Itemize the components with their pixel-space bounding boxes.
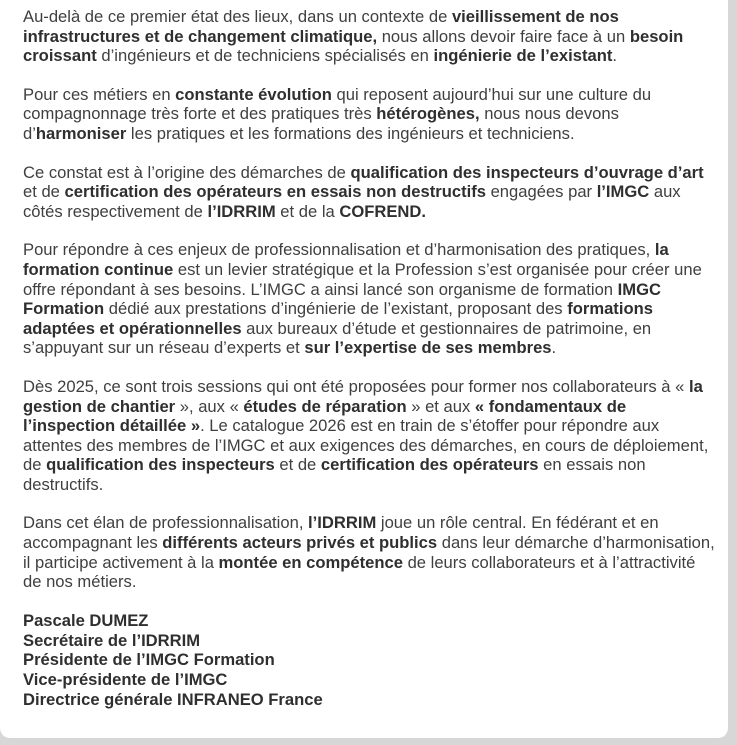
body-text: aux bureaux d’étude et gestionnaires de patrimoine, en s’appuyant sur un réseau d’experts et (23, 318, 652, 358)
signature-role: Présidente de l’IMGC Formation (23, 650, 275, 670)
emphasis-text: l’IDRRIM (308, 513, 377, 533)
body-text: Au-delà de ce premier état des lieux, dans un contexte de (23, 7, 452, 26)
emphasis-text: qualification des inspecteurs d’ouvrage d’art (350, 162, 704, 182)
paragraph (23, 85, 718, 144)
emphasis-text: différents acteurs privés et publics (162, 533, 438, 553)
body-text: », aux « (175, 396, 244, 416)
emphasis-text: vieillissement de nos infrastructures et de changement climatique, (23, 7, 619, 46)
body-text: . (551, 338, 557, 358)
body-text: est un levier stratégique et la Profession s’est organisée pour créer une offre répondant à ses besoins. L’IMGC a ainsi lancé son organisme de formation (23, 259, 702, 299)
signature-role: Vice-présidente de l’IMGC (23, 670, 228, 690)
body-text: et de la (275, 201, 340, 221)
emphasis-text: l’IDRRIM (207, 201, 276, 221)
signature-role: Directrice générale INFRANEO France (23, 690, 323, 710)
emphasis-text: hétérogènes, (376, 104, 480, 124)
body-text: . Le catalogue 2026 est en train de s’étoffer pour répondre aux attentes des membres de l’IMGC et aux exigences des démarches, en cours de déploiement, de (23, 416, 709, 475)
emphasis-text: qualification des inspecteurs (46, 455, 275, 475)
body-text: joue un rôle central. En fédérant et en accompagnant les (23, 513, 659, 553)
paragraph (23, 163, 718, 222)
body-text: d’ingénieurs et de techniciens spécialisés en (96, 46, 434, 66)
paragraph (23, 240, 718, 358)
emphasis-text: IMGC Formation (23, 279, 661, 319)
emphasis-text: besoin croissant (23, 26, 684, 66)
body-text: Dans cet élan de professionnalisation, (23, 513, 309, 533)
body-text: dédié aux prestations d’ingénierie de l’existant, proposant des (104, 299, 568, 319)
body-text: qui reposent aujourd’hui sur une culture du compagnonnage très forte et des pratiques très (23, 84, 652, 124)
body-text: dans leur démarche d’harmonisation, il participe activement à la (23, 533, 715, 572)
paragraph (23, 7, 718, 66)
body-text: et de (23, 182, 65, 202)
body-text: aux côtés respectivement de (23, 182, 681, 221)
body-text: Ce constat est à l’origine des démarches de (23, 162, 351, 182)
emphasis-text: la gestion de chantier (23, 376, 703, 416)
emphasis-text: harmoniser (35, 123, 127, 143)
signature-block (23, 611, 718, 710)
body-text: Pour répondre à ces enjeux de professionnalisation et d’harmonisation des pratiques, (23, 240, 655, 260)
body-text: Pour ces métiers en (23, 84, 176, 104)
signature-name: Pascale DUMEZ (23, 610, 149, 630)
body-text: . (612, 46, 618, 66)
body-text: nous nous devons d’ (23, 104, 619, 143)
emphasis-text: montée en compétence (218, 552, 403, 572)
body-text: engagées par (485, 182, 597, 202)
body-text: de leurs collaborateurs et à l’attractivité de nos métiers. (23, 552, 696, 592)
emphasis-text: la formation continue (23, 240, 669, 279)
emphasis-text: COFREND. (339, 201, 426, 221)
emphasis-text: « fondamentaux de l’inspection détaillée » (23, 396, 627, 436)
emphasis-text: certification des opérateurs en essais non destructifs (64, 182, 486, 202)
paragraph (23, 377, 718, 495)
body-text: les pratiques et les formations des ingénieurs et techniciens. (126, 123, 575, 143)
emphasis-text: constante évolution (175, 84, 332, 104)
body-text: » et aux (406, 396, 475, 416)
emphasis-text: l’IMGC (596, 182, 650, 202)
body-text: en essais non destructifs. (23, 455, 646, 494)
body-text: nous allons devoir faire face à un (377, 26, 630, 46)
emphasis-text: formations adaptées et opérationnelles (23, 299, 653, 338)
body-text: et de (274, 455, 321, 475)
paragraph (23, 513, 718, 591)
body-text: Dès 2025, ce sont trois sessions qui ont été proposées pour former nos collaborateurs à « (23, 376, 689, 396)
signature-role: Secrétaire de l’IDRRIM (23, 630, 201, 650)
emphasis-text: sur l’expertise de ses membres (304, 338, 552, 358)
emphasis-text: certification des opérateurs (320, 455, 539, 475)
emphasis-text: études de réparation (243, 396, 407, 416)
article-body (23, 7, 718, 592)
emphasis-text: ingénierie de l’existant (433, 46, 613, 66)
